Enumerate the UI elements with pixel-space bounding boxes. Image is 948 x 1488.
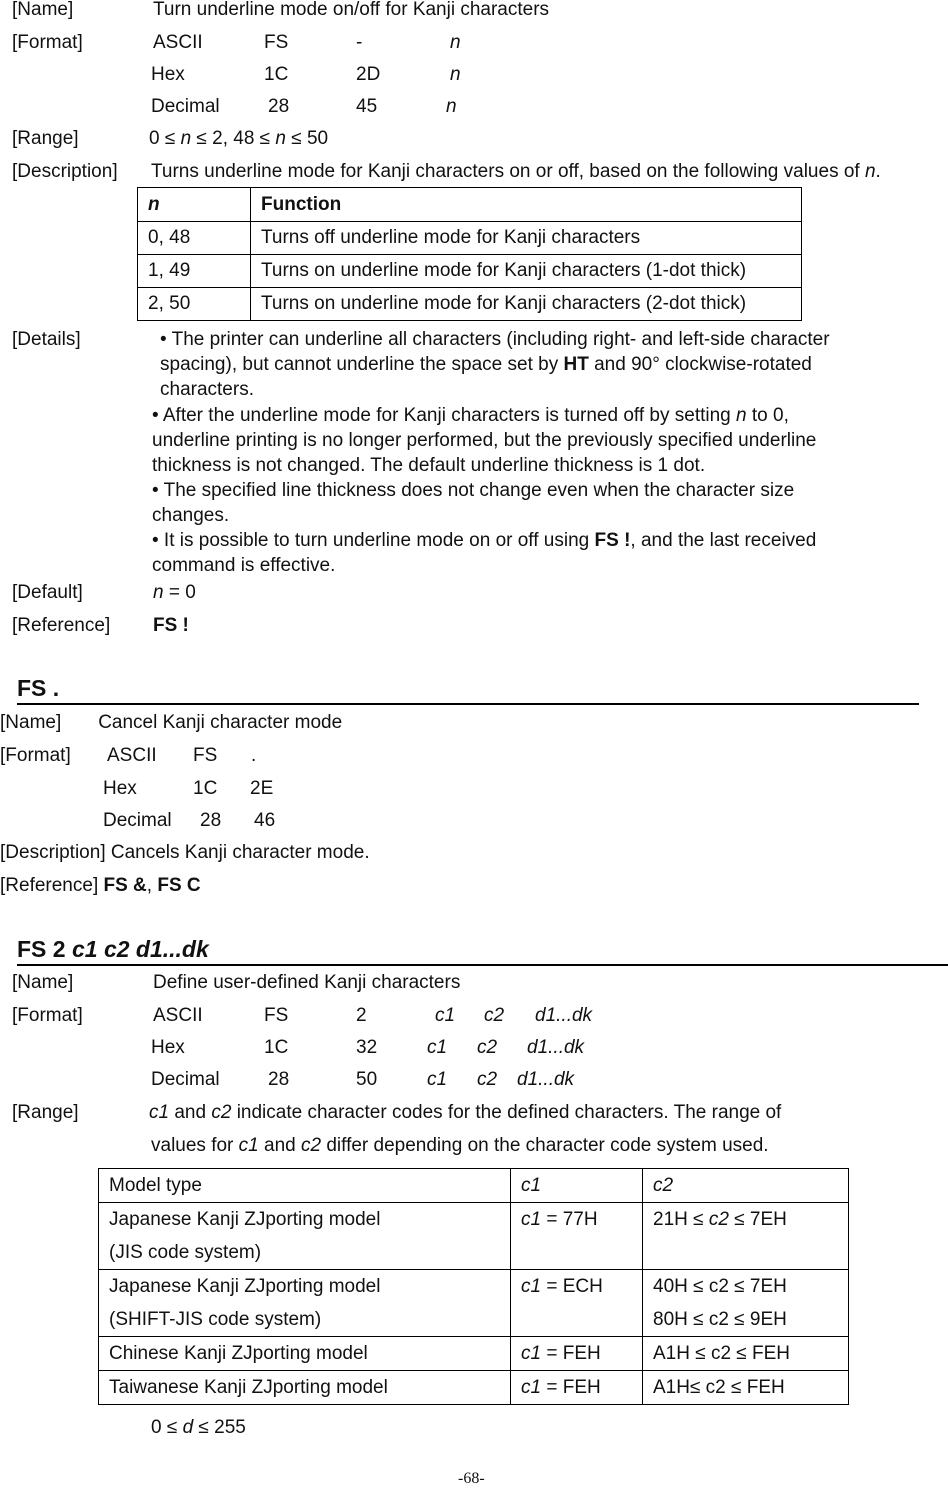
format3-decimal-v3: c1 (427, 1069, 448, 1090)
format2-hex-v1: 1C (193, 778, 218, 799)
table-header-n: n (138, 188, 251, 222)
label-name: [Name] (12, 0, 74, 20)
d-range: 0 ≤ d ≤ 255 (151, 1417, 246, 1438)
details-bullet-4: • It is possible to turn underline mode on or off using FS !, and the last received command is effective. (152, 530, 817, 576)
table-row (138, 222, 802, 255)
table-row (99, 1203, 849, 1270)
table-cell-c1: c1 = FEH (511, 1371, 643, 1405)
default-value: n = 0 (153, 582, 196, 603)
format3-ascii-v1: FS (264, 1005, 289, 1026)
format-decimal-label: Decimal (151, 96, 220, 117)
format-hex-v1: 1C (264, 64, 289, 85)
label-default: [Default] (12, 582, 83, 603)
label-format-2: [Format] (0, 745, 71, 766)
label-range-3: [Range] (12, 1102, 79, 1123)
cancel-description: [Description] Cancels Kanji character mode. (0, 842, 370, 863)
table-cell-n: 0, 48 (138, 222, 251, 255)
label-format-3: [Format] (12, 1005, 83, 1026)
format-decimal-v1: 28 (268, 96, 290, 117)
command-name: Turn underline mode on/off for Kanji characters (153, 0, 550, 20)
page-number: -68- (458, 1470, 485, 1487)
details-bullet-3: • The specified line thickness does not change even when the character size changes. (152, 480, 795, 526)
reference-value: FS ! (153, 615, 189, 636)
table-row (99, 1337, 849, 1371)
table-header-row (99, 1169, 849, 1203)
label-details: [Details] (12, 329, 81, 350)
format3-decimal-v1: 28 (268, 1069, 290, 1090)
table-header-model: Model type (99, 1169, 511, 1203)
define-name: Define user-defined Kanji characters (153, 972, 461, 993)
section-heading-fs-2: FS 2 c1 c2 d1...dk (17, 934, 948, 966)
format3-ascii-v4: c2 (484, 1005, 505, 1026)
format3-ascii-v2: 2 (356, 1005, 367, 1026)
table-cell-c1: c1 = 77H (511, 1203, 643, 1270)
format-decimal-v2: 45 (356, 96, 378, 117)
table-cell-model: Japanese Kanji ZJporting model (SHIFT-JIS code system) (99, 1270, 511, 1337)
table-cell-n: 1, 49 (138, 255, 251, 288)
table-row (99, 1371, 849, 1405)
format3-ascii-v5: d1...dk (535, 1005, 593, 1026)
format3-decimal-v4: c2 (477, 1069, 498, 1090)
format-hex-v2: 2D (356, 64, 381, 85)
format2-hex-v2: 2E (250, 778, 274, 799)
format-decimal-v3: n (446, 96, 457, 117)
table-row (99, 1270, 849, 1337)
format3-hex-v4: c2 (477, 1037, 498, 1058)
table-cell-c2: 21H ≤ c2 ≤ 7EH (643, 1203, 849, 1270)
format2-ascii-v2: . (251, 745, 257, 766)
format2-hex-label: Hex (103, 778, 137, 799)
format2-ascii-label: ASCII (107, 745, 157, 766)
format2-decimal-v1: 28 (200, 810, 222, 831)
format-hex-v3: n (450, 64, 461, 85)
table-cell-c2: A1H≤ c2 ≤ FEH (643, 1371, 849, 1405)
format-ascii-v1: FS (264, 32, 289, 53)
format-ascii-v2: - (356, 32, 363, 53)
table-cell-function: Turns on underline mode for Kanji characters (2-dot thick) (251, 288, 802, 321)
format3-decimal-label: Decimal (151, 1069, 220, 1090)
description-text: Turns underline mode for Kanji characters on or off, based on the following values of n. (151, 161, 881, 182)
range3-line2: values for c1 and c2 differ depending on the character code system used. (151, 1135, 769, 1156)
format3-hex-v5: d1...dk (527, 1037, 585, 1058)
table-header-c2: c2 (643, 1169, 849, 1203)
format-ascii-v3: n (450, 32, 461, 53)
format2-ascii-v1: FS (193, 745, 218, 766)
format3-hex-v2: 32 (356, 1037, 378, 1058)
format-hex-label: Hex (151, 64, 185, 85)
format-ascii-label: ASCII (153, 32, 203, 53)
details-bullet-1: • The printer can underline all characters (including right- and left-side character spacing), but cannot underline the space set by HT and 90° clockwise-rotated characters. (160, 329, 830, 400)
table-row (138, 288, 802, 321)
cancel-reference: [Reference] FS &, FS C (0, 875, 201, 896)
cancel-name-line: [Name] Cancel Kanji character mode (0, 712, 343, 733)
label-reference: [Reference] (12, 615, 111, 636)
section-heading-fs-dot: FS . (17, 673, 919, 705)
table-cell-model: Chinese Kanji ZJporting model (99, 1337, 511, 1371)
label-range: [Range] (12, 128, 79, 149)
label-description: [Description] (12, 161, 118, 182)
table-cell-c1: c1 = FEH (511, 1337, 643, 1371)
format3-hex-v3: c1 (427, 1037, 448, 1058)
format2-decimal-v2: 46 (254, 810, 276, 831)
format3-ascii-v3: c1 (435, 1005, 456, 1026)
format3-ascii-label: ASCII (153, 1005, 203, 1026)
format3-hex-label: Hex (151, 1037, 185, 1058)
table-cell-model: Japanese Kanji ZJporting model (JIS code system) (99, 1203, 511, 1270)
table-row (138, 255, 802, 288)
model-code-table (98, 1168, 849, 1405)
format3-decimal-v2: 50 (356, 1069, 378, 1090)
range-text: 0 ≤ n ≤ 2, 48 ≤ n ≤ 50 (149, 128, 329, 149)
table-header-row (138, 188, 802, 222)
table-cell-model: Taiwanese Kanji ZJporting model (99, 1371, 511, 1405)
format2-decimal-label: Decimal (103, 810, 172, 831)
label-name-3: [Name] (12, 972, 74, 993)
table-header-c1: c1 (511, 1169, 643, 1203)
details-bullet-2: • After the underline mode for Kanji characters is turned off by setting n to 0, underline printing is no longer performed, but the previously specified underline thickness is not changed. The default underline thickness is 1 dot. (152, 405, 817, 476)
table-cell-c1: c1 = ECH (511, 1270, 643, 1337)
n-function-table (137, 187, 802, 321)
table-header-function: Function (251, 188, 802, 222)
format3-hex-v1: 1C (264, 1037, 289, 1058)
table-cell-function: Turns off underline mode for Kanji characters (251, 222, 802, 255)
table-cell-c2: 40H ≤ c2 ≤ 7EH 80H ≤ c2 ≤ 9EH (643, 1270, 849, 1337)
label-format: [Format] (12, 32, 83, 53)
format3-decimal-v5: d1...dk (517, 1069, 575, 1090)
range3-line1: c1 and c2 indicate character codes for the defined characters. The range of (149, 1102, 782, 1123)
table-cell-c2: A1H ≤ c2 ≤ FEH (643, 1337, 849, 1371)
table-cell-n: 2, 50 (138, 288, 251, 321)
table-cell-function: Turns on underline mode for Kanji characters (1-dot thick) (251, 255, 802, 288)
